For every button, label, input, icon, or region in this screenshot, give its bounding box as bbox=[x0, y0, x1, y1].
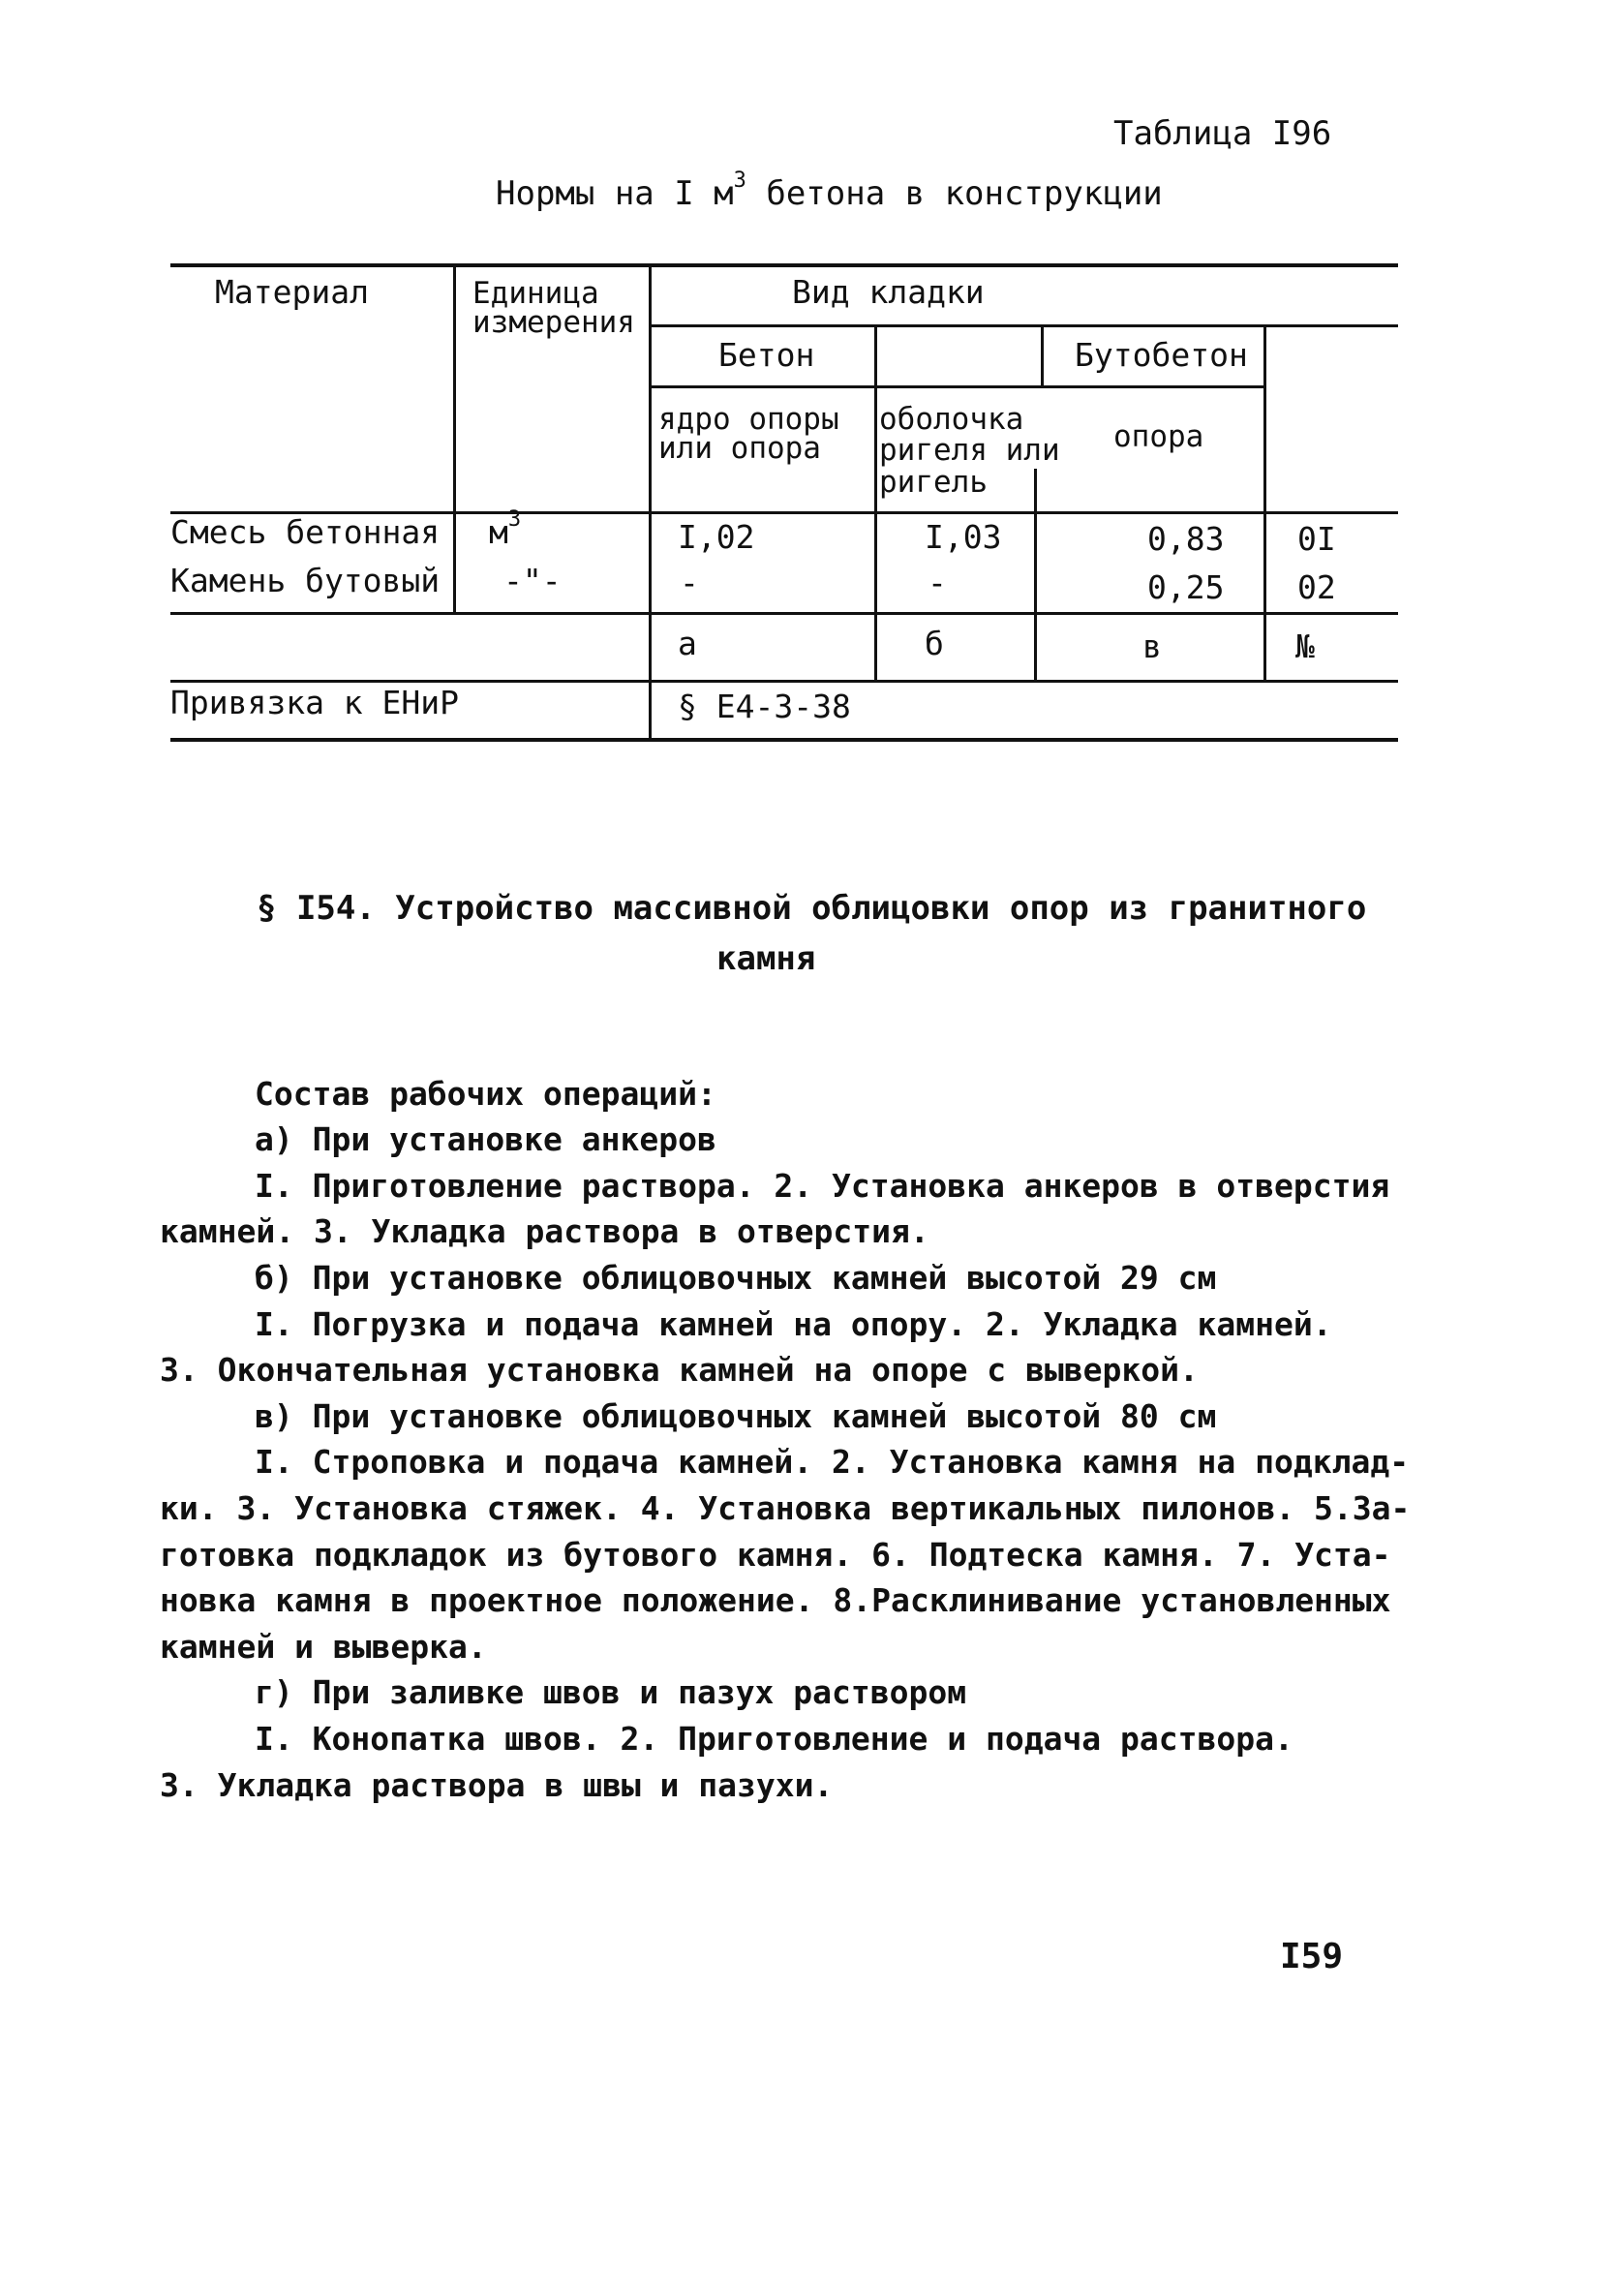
table-title-text: Нормы на I м bbox=[496, 174, 734, 213]
table-line bbox=[453, 263, 456, 612]
table-title bbox=[496, 168, 1163, 213]
table-number-label: Таблица I96 bbox=[1113, 114, 1332, 153]
header-col-a-line2: или опора bbox=[658, 431, 821, 466]
row2-code: 02 bbox=[1297, 568, 1336, 606]
body-line: а) При установке анкеров bbox=[255, 1120, 716, 1158]
binding-value: § Е4-3-38 bbox=[678, 688, 851, 725]
body-line: I. Приготовление раствора. 2. Установка анкеров в отверстия bbox=[255, 1167, 1390, 1205]
body-line: камней и выверка. bbox=[160, 1628, 487, 1666]
table-title-text-end: бетона в конструкции bbox=[746, 174, 1163, 213]
body-line: 3. Окончательная установка камней на опоре с выверкой. bbox=[160, 1351, 1199, 1389]
body-line: I. Строповка и подача камней. 2. Установка камня на подклад- bbox=[255, 1443, 1410, 1481]
row1-unit bbox=[489, 507, 522, 551]
letter-c: в bbox=[1142, 628, 1162, 665]
body-line: ки. 3. Установка стяжек. 4. Установка вертикальных пилонов. 5.За- bbox=[160, 1489, 1411, 1527]
letter-b: б bbox=[925, 625, 944, 662]
header-rubble-concrete: Бутобетон bbox=[1075, 336, 1248, 374]
table-line bbox=[649, 385, 1266, 388]
header-concrete: Бетон bbox=[718, 336, 815, 374]
letter-code: № bbox=[1295, 628, 1315, 665]
row2-col-a: - bbox=[680, 564, 699, 601]
row1-material: Смесь бетонная bbox=[170, 513, 441, 551]
row1-unit-base: м bbox=[489, 513, 508, 551]
table-bottom-border bbox=[170, 738, 1398, 742]
section-title-line2: камня bbox=[716, 939, 816, 978]
table-line bbox=[649, 324, 1398, 327]
header-col-b-line1: оболочка bbox=[879, 402, 1024, 437]
body-line: в) При установке облицовочных камней высотой 80 см bbox=[255, 1397, 1217, 1435]
header-unit-line2: измерения bbox=[472, 305, 635, 340]
body-line: I. Погрузка и подача камней на опору. 2. Укладка камней. bbox=[255, 1305, 1332, 1343]
table-line bbox=[1263, 324, 1266, 680]
header-unit-line1: Единица bbox=[472, 276, 599, 311]
body-line: г) При заливке швов и пазух раствором bbox=[255, 1673, 967, 1711]
table-line bbox=[170, 680, 1398, 683]
header-col-b-line3: ригель bbox=[879, 465, 988, 500]
body-line: I. Конопатка швов. 2. Приготовление и подача раствора. bbox=[255, 1720, 1293, 1758]
table-line bbox=[170, 612, 1398, 615]
row1-code: 0I bbox=[1297, 520, 1336, 558]
header-masonry-type: Вид кладки bbox=[792, 273, 985, 311]
table-title-superscript: 3 bbox=[733, 168, 746, 193]
row2-unit: -"- bbox=[503, 562, 562, 599]
row2-col-b: - bbox=[928, 564, 947, 601]
table-line bbox=[1034, 469, 1037, 680]
row2-col-c: 0,25 bbox=[1147, 568, 1225, 606]
binding-label: Привязка к ЕНиР bbox=[170, 684, 460, 721]
body-line: камней. 3. Укладка раствора в отверстия. bbox=[160, 1212, 929, 1250]
table-line bbox=[874, 324, 877, 680]
row1-col-a: I,02 bbox=[678, 518, 755, 556]
body-line: Состав рабочих операций: bbox=[255, 1075, 716, 1113]
table-line bbox=[1041, 324, 1044, 385]
table-line bbox=[649, 263, 652, 738]
letter-a: а bbox=[678, 625, 697, 662]
table-top-border bbox=[170, 263, 1398, 267]
header-col-b-line2: ригеля или bbox=[879, 433, 1060, 468]
body-line: б) При установке облицовочных камней высотой 29 см bbox=[255, 1259, 1217, 1297]
header-col-c: опора bbox=[1113, 419, 1204, 454]
body-line: готовка подкладок из бутового камня. 6. Подтеска камня. 7. Уста- bbox=[160, 1536, 1391, 1574]
row1-col-c: 0,83 bbox=[1147, 520, 1225, 558]
row2-material: Камень бутовый bbox=[170, 562, 441, 599]
header-col-a-line1: ядро опоры bbox=[658, 402, 839, 437]
row1-unit-sup: 3 bbox=[507, 507, 522, 532]
body-line: новка камня в проектное положение. 8.Расклинивание установленных bbox=[160, 1581, 1391, 1619]
row1-col-b: I,03 bbox=[925, 518, 1002, 556]
header-material: Материал bbox=[215, 273, 369, 311]
section-title-line1: § I54. Устройство массивной облицовки опор из гранитного bbox=[257, 889, 1367, 928]
page-number: I59 bbox=[1280, 1937, 1344, 1976]
body-line: 3. Укладка раствора в швы и пазухи. bbox=[160, 1766, 834, 1804]
